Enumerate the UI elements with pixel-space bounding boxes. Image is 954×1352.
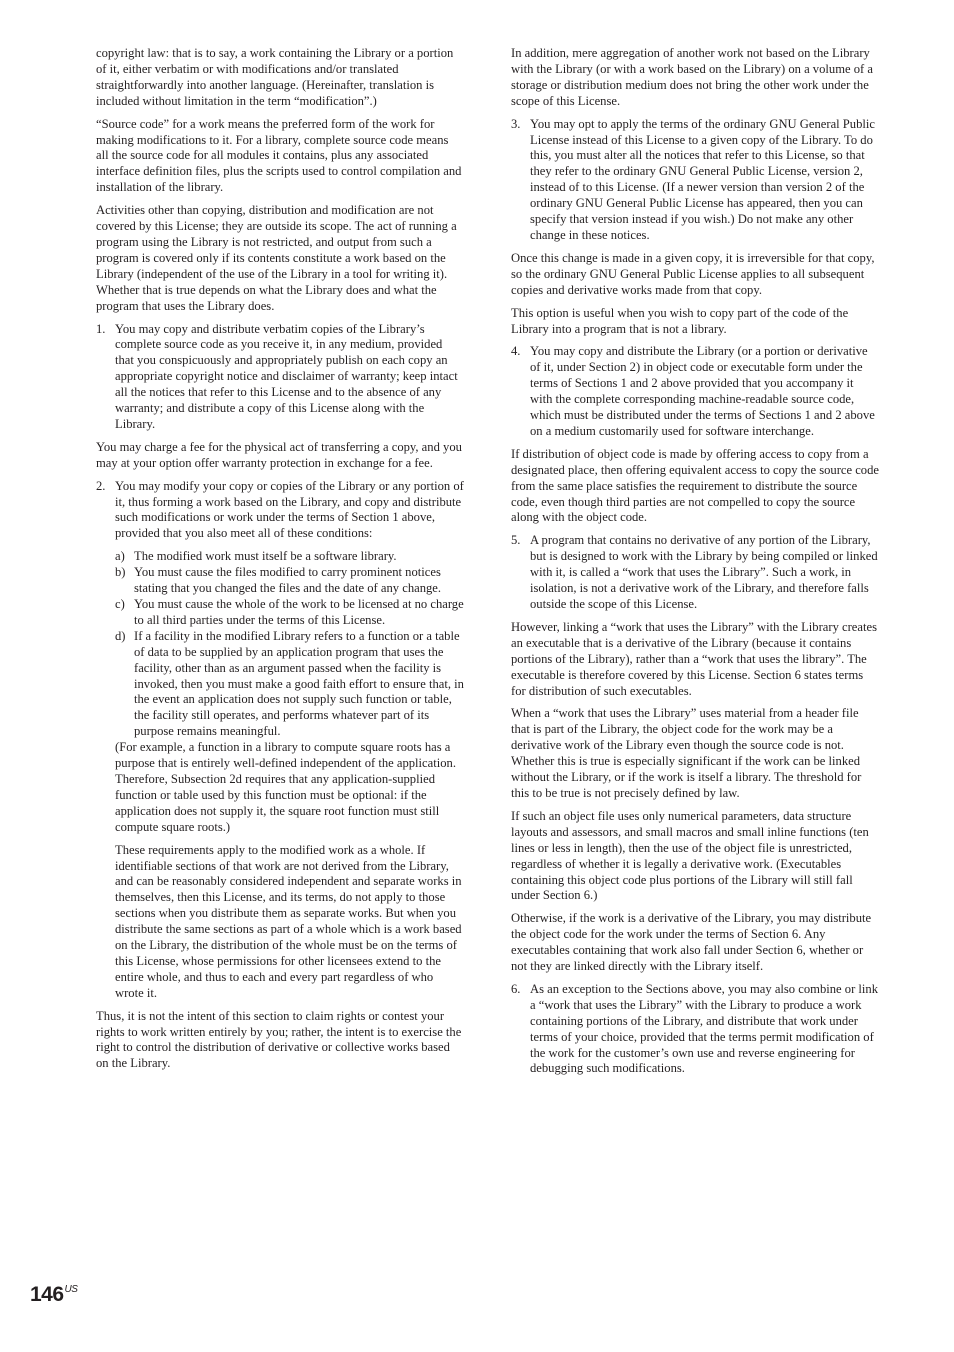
sublist-text: The modified work must itself be a software library. [134, 549, 397, 564]
list-number: 2. [96, 478, 106, 493]
paragraph: In addition, mere aggregation of another work not based on the Library with the Library (or with a work based on the Library) on a volume of a storage or distribution medium does not bring the other work under the scope of this License. [511, 46, 873, 108]
list-item-text: You may copy and distribute verbatim copies of the Library’s complete source code as you receive it, in any medium, provided that you conspicuously and appropriately publish on each copy an appropriate copyright notice and disclaimer of warranty; keep intact all the notices that refer to this License and to the absence of any warranty; and distribute a copy of this License along with the Library. [115, 321, 458, 431]
sublist-item-b [115, 565, 464, 597]
list-item-text: You may modify your copy or copies of the Library or any portion of it, thus forming a work based on the Library, and copy and distribute such modifications or work under the terms of Section 1 above, provided that you also meet all of these conditions: [115, 478, 464, 541]
paragraph: When a “work that uses the Library” uses material from a header file that is part of the Library, the object code for the work may be a derivative work of the Library even though the source code is not. Whether this is true is especially significant if the work can be linked without the Library, or if the work is itself a library. The threshold for this to be true is not precisely defined by law. [511, 706, 862, 800]
list-number: 3. [511, 116, 521, 131]
sublist-letter: b) [115, 565, 126, 580]
paragraph: Once this change is made in a given copy, it is irreversible for that copy, so the ordinary GNU General Public License applies to all subsequent copies and derivative works made from that copy. [511, 250, 875, 297]
paragraph: copyright law: that is to say, a work containing the Library or a portion of it, either verbatim or with modifications and/or translated straightforwardly into another language. (Hereinafter, translation is included without limitation in the term “modification”.) [96, 46, 454, 108]
left-column [96, 46, 464, 1079]
list-number: 1. [96, 321, 106, 336]
indented-note: (For example, a function in a library to compute square roots has a purpose that is entirely well-defined independent of the application. Therefore, Subsection 2d requires that any application-supplied function or table used by this function must be optional: if the application does not supply it, the square root function must still compute square roots.) [115, 740, 456, 834]
list-number: 6. [511, 981, 521, 996]
list-item-2 [96, 479, 464, 741]
paragraph: Otherwise, if the work is a derivative of the Library, you may distribute the object code for the work under the terms of Section 6. Any executables containing that work also fall under Section 6, whether or not they are linked directly with the Library itself. [511, 911, 872, 974]
sublist-letter: c) [115, 597, 125, 611]
page-region-code: US [64, 1284, 78, 1295]
list-number: 4. [511, 344, 521, 359]
list-item-text: As an exception to the Sections above, you may also combine or link a “work that uses the Library” with the Library to produce a work containing portions of the Library, and distribute that work under terms of your choice, provided that the terms permit modification of the work for the customer’s own use and reverse engineering for debugging such modifications. [530, 981, 879, 1076]
paragraph: Thus, it is not the intent of this section to claim rights or contest your rights to work written entirely by you; rather, the intent is to exercise the right to control the distribution of derivative or collective works based on the Library. [96, 1008, 462, 1071]
page-number [30, 1283, 77, 1307]
sublist-letter: d) [115, 628, 126, 643]
sublist-text: You must cause the files modified to carry prominent notices stating that you changed the files and the date of any change. [134, 565, 442, 596]
page-number-value: 146 [30, 1283, 64, 1306]
sublist-item-d [115, 629, 464, 740]
list-item-5 [511, 533, 879, 613]
list-item-3 [511, 117, 879, 244]
list-item-text: You may copy and distribute the Library (or a portion or derivative of it, under Section 2) in object code or executable form under the terms of Sections 1 and 2 above provided that you accompany it with the complete corresponding machine-readable source code, which must be distributed under the terms of Sections 1 and 2 above on a medium customarily used for software interchange. [530, 344, 875, 438]
list-number: 5. [511, 533, 521, 548]
paragraph: However, linking a “work that uses the Library” with the Library creates an executable that is a derivative of the Library (because it contains portions of the Library), rather than a “work that uses the library”. The executable is therefore covered by this License. Section 6 states terms for distribution of such executables. [511, 619, 877, 698]
paragraph: If distribution of object code is made by offering access to copy from a designated place, then offering equivalent access to copy the source code from the same place satisfies the requirement to distribute the source code, even though third parties are not compelled to copy the source along with the object code. [511, 446, 879, 525]
sublist-text: You must cause the whole of the work to be licensed at no charge to all third parties under the terms of this License. [134, 597, 464, 627]
sublist-item-a [115, 549, 464, 565]
list-item-text: You may opt to apply the terms of the ordinary GNU General Public License instead of this License to a given copy of the Library. To do this, you must alter all the notices that refer to this License, so that they refer to the ordinary GNU General Public License, version 2, instead of to this License. (If a newer version than version 2 of the ordinary GNU General Public License has appeared, then you can specify that version instead if you wish.) Do not make any other change in these notices. [530, 116, 875, 242]
sublist-letter: a) [115, 549, 125, 564]
indented-note: These requirements apply to the modified work as a whole. If identifiable sections of that work are not derived from the Library, and can be reasonably considered independent and separate works in themselves, then this License, and its terms, do not apply to those sections when you distribute them as separate works. But when you distribute the same sections as part of a whole which is a work based on the Library, the distribution of the whole must be on the terms of this License, whose permissions for other licensees extend to the entire whole, and thus to each and every part regardless of who wrote it. [115, 842, 462, 1000]
sublist [115, 542, 464, 740]
paragraph: This option is useful when you wish to copy part of the code of the Library into a program that is not a library. [511, 305, 849, 336]
right-column [511, 46, 879, 1084]
paragraph: “Source code” for a work means the preferred form of the work for making modifications to it. For a library, complete source code means all the source code for all modules it contains, plus any associated interface definition files, plus the scripts used to control compilation and installation of the library. [96, 116, 462, 195]
sublist-text: If a facility in the modified Library refers to a function or a table of data to be supplied by an application program that uses the facility, other than as an argument passed when the facility is invoked, then you must make a good faith effort to ensure that, in the event an application does not supply such function or table, the facility still operates, and performs whatever part of its purpose remains meaningful. [134, 628, 464, 739]
paragraph: If such an object file uses only numerical parameters, data structure layouts and assessors, and small macros and small inline functions (ten lines or less in length), then the use of the object file is unrestricted, regardless of whether it is legally a derivative work. (Executables containing this object code plus portions of the Library will still fall under Section 6.) [511, 808, 869, 903]
list-item-6 [511, 982, 879, 1077]
list-item-4 [511, 344, 879, 439]
list-item-body [115, 479, 464, 741]
paragraph: Activities other than copying, distribution and modification are not covered by this License; they are outside its scope. The act of running a program using the Library is not restricted, and output from such a program is covered only if its contents constitute a work based on the Library (independent of the use of the Library in a tool for writing it). Whether that is true depends on what the Library does and what the program that uses the Library does. [96, 203, 457, 313]
paragraph: You may charge a fee for the physical act of transferring a copy, and you may at your option offer warranty protection in exchange for a fee. [96, 439, 462, 470]
list-item-1 [96, 322, 464, 433]
list-item-text: A program that contains no derivative of any portion of the Library, but is designed to work with the Library by being compiled or linked with it, is called a “work that uses the Library”. Such a work, in isolation, is not a derivative work of the Library, and therefore falls outside the scope of this License. [530, 533, 878, 611]
sublist-item-c [115, 597, 464, 629]
